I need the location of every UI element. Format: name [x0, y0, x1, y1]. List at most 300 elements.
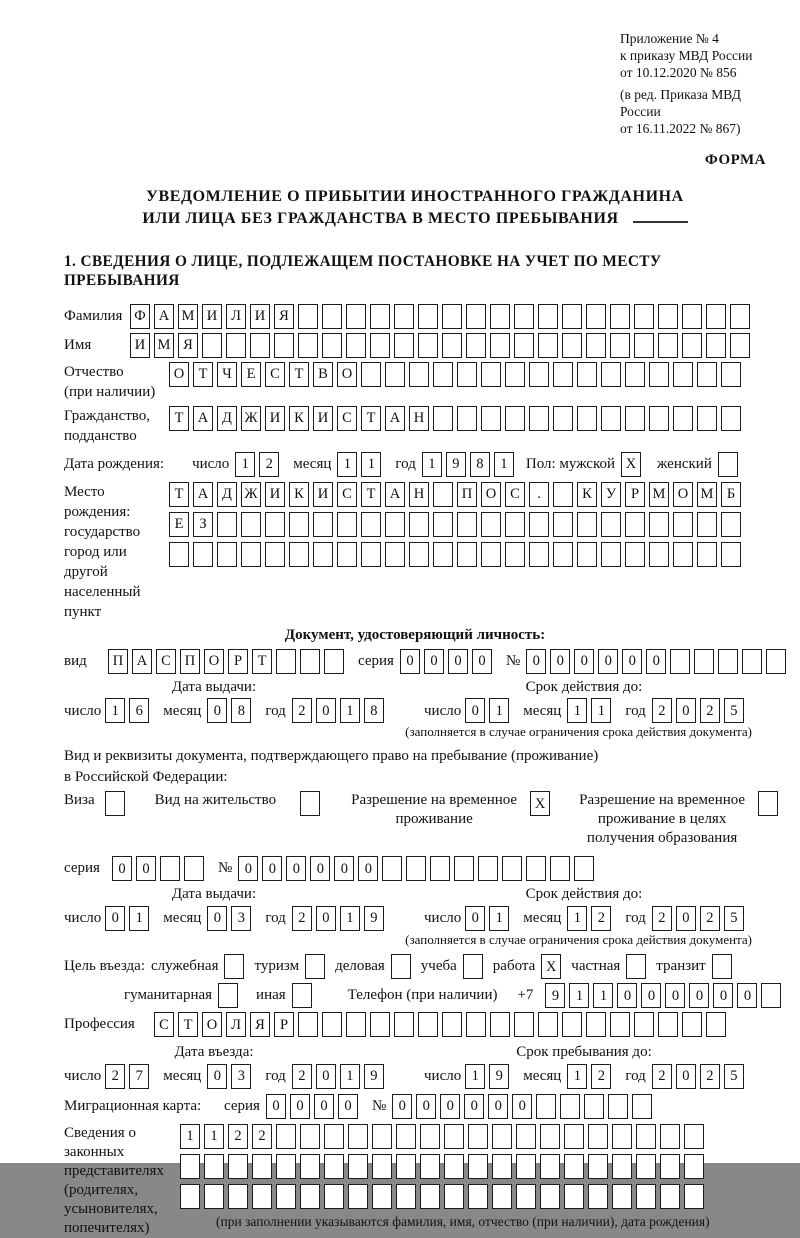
- birth-place-label-line3: город или другой: [64, 543, 127, 580]
- form-cell-empty: [457, 362, 477, 387]
- form-cell-empty: [466, 304, 486, 329]
- day-cells: [465, 698, 513, 723]
- residence-permit-label: Вид на жительство: [154, 792, 277, 809]
- form-cell-empty: [457, 406, 477, 431]
- form-cell-empty: [516, 1184, 536, 1209]
- form-cell-filled: 1: [340, 698, 360, 723]
- day-cells: [105, 1064, 153, 1089]
- form-cell-empty: [682, 333, 702, 358]
- form-cell-empty: [433, 542, 453, 567]
- form-cell-filled: О: [481, 482, 501, 507]
- form-cell-filled: Д: [217, 406, 237, 431]
- entry-date-group: [64, 1064, 424, 1089]
- form-cell-empty: [274, 333, 294, 358]
- mc-number-cells: [392, 1094, 656, 1119]
- form-cell-filled: 1: [422, 452, 442, 477]
- patronymic-cells: [169, 362, 745, 387]
- form-cell-empty: [612, 1154, 632, 1179]
- form-cell-empty: [577, 406, 597, 431]
- form-cell-empty: [658, 333, 678, 358]
- form-cell-filled: А: [193, 482, 213, 507]
- form-cell-filled: И: [313, 482, 333, 507]
- form-cell-empty: [502, 856, 522, 881]
- form-cell-empty: [721, 542, 741, 567]
- form-cell-empty: [697, 542, 717, 567]
- year-label: год: [625, 910, 646, 927]
- form-cell-filled: 1: [337, 452, 357, 477]
- purpose-other-label: иная: [256, 987, 286, 1004]
- form-cell-empty: [478, 856, 498, 881]
- form-cell-filled: 1: [567, 698, 587, 723]
- form-cell-empty: [433, 406, 453, 431]
- form-cell-empty: [529, 406, 549, 431]
- form-cell-filled: 0: [689, 983, 709, 1008]
- patronymic-row: [64, 362, 766, 402]
- form-cell-empty: [608, 1094, 628, 1119]
- form-cell-empty: [584, 1094, 604, 1119]
- form-cell-filled: Л: [226, 304, 246, 329]
- form-cell-filled: С: [154, 1012, 174, 1037]
- form-cell-empty: [601, 542, 621, 567]
- birth-place-label-line2: государство: [64, 523, 141, 540]
- form-cell-filled: 1: [567, 1064, 587, 1089]
- doc-number-cells: [526, 649, 790, 674]
- form-cell-empty: [276, 1184, 296, 1209]
- form-cell-empty: [396, 1184, 416, 1209]
- form-cell-empty: [601, 362, 621, 387]
- form-cell-filled: И: [265, 406, 285, 431]
- purpose-official-label: служебная: [150, 958, 219, 975]
- form-cell-empty: [588, 1154, 608, 1179]
- birth-year-label: год: [395, 456, 416, 473]
- form-cell-empty: [658, 304, 678, 329]
- form-cell-empty: [442, 333, 462, 358]
- form-cell-filled: 0: [290, 1094, 310, 1119]
- migration-card-label: Миграционная карта:: [64, 1098, 202, 1115]
- profession-cells: [154, 1012, 730, 1037]
- form-cell-filled: 0: [448, 649, 468, 674]
- mc-series-label: серия: [224, 1098, 260, 1115]
- form-cell-filled: 1: [569, 983, 589, 1008]
- stay-doc-dates: [64, 885, 766, 931]
- form-cell-empty: [634, 304, 654, 329]
- surname-cells: [130, 304, 754, 329]
- form-cell-empty: [538, 1012, 558, 1037]
- form-cell-filled: 1: [204, 1124, 224, 1149]
- form-cell-empty: [241, 512, 261, 537]
- form-cell-filled: 9: [545, 983, 565, 1008]
- form-cell-filled: М: [697, 482, 717, 507]
- form-cell-empty: [553, 512, 573, 537]
- form-cell-filled: 0: [392, 1094, 412, 1119]
- form-cell-empty: [322, 304, 342, 329]
- expiry-date-group: [424, 906, 766, 931]
- form-cell-empty: [409, 362, 429, 387]
- form-cell-empty: [538, 304, 558, 329]
- form-cell-empty: [673, 406, 693, 431]
- form-cell-empty: [505, 362, 525, 387]
- form-cell-empty: [670, 649, 690, 674]
- form-cell-empty: [382, 856, 402, 881]
- form-cell-empty: [586, 333, 606, 358]
- form-cell-filled: 1: [361, 452, 381, 477]
- purpose-study-label: учеба: [420, 958, 457, 975]
- form-cell-empty: [612, 1124, 632, 1149]
- form-cell-filled: В: [313, 362, 333, 387]
- form-cell-empty: [180, 1154, 200, 1179]
- form-cell-empty: [684, 1124, 704, 1149]
- form-cell-empty: [250, 333, 270, 358]
- given-name-cells: [130, 333, 754, 358]
- form-cell-filled: 1: [129, 906, 149, 931]
- form-cell-empty: [361, 512, 381, 537]
- form-cell-empty: [180, 1184, 200, 1209]
- form-cell-empty: [492, 1124, 512, 1149]
- form-cell-filled: 0: [550, 649, 570, 674]
- form-cell-empty: [298, 333, 318, 358]
- form-cell-filled: С: [265, 362, 285, 387]
- form-cell-empty: [481, 406, 501, 431]
- form-cell-empty: [673, 542, 693, 567]
- temp-residence-education-label: Разрешение на временное проживание в целях получения образования: [579, 792, 746, 847]
- purpose-business-checkbox: [391, 954, 415, 979]
- form-cell-filled: 2: [700, 698, 720, 723]
- sex-female-label: женский: [657, 456, 712, 473]
- representatives-row3: [180, 1184, 710, 1209]
- form-cell-empty: [324, 649, 344, 674]
- form-cell-empty: [226, 333, 246, 358]
- form-cell-filled: 8: [364, 698, 384, 723]
- form-cell-filled: 2: [652, 906, 672, 931]
- doc-series-cells: [400, 649, 496, 674]
- form-cell-empty: [529, 542, 549, 567]
- form-cell-filled: 0: [316, 906, 336, 931]
- form-cell-empty: [420, 1184, 440, 1209]
- form-cell-filled: И: [313, 406, 333, 431]
- form-cell-empty: [204, 1184, 224, 1209]
- form-cell-empty: [562, 304, 582, 329]
- form-cell-empty: [481, 362, 501, 387]
- form-cell-empty: [625, 362, 645, 387]
- form-cell-filled: Ж: [241, 482, 261, 507]
- form-cell-empty: [673, 362, 693, 387]
- stay-until-group: [424, 1064, 766, 1089]
- form-cell-empty: [444, 1184, 464, 1209]
- form-cell-filled: 0: [314, 1094, 334, 1119]
- purpose-official-checkbox: [224, 954, 248, 979]
- form-cell-empty: [468, 1154, 488, 1179]
- form-cell-filled: 2: [591, 1064, 611, 1089]
- birth-place-row2: [169, 512, 745, 537]
- form-cell-empty: [492, 1154, 512, 1179]
- purpose-work-label: работа: [492, 958, 536, 975]
- form-cell-empty: [492, 1184, 512, 1209]
- form-cell-empty: [300, 1154, 320, 1179]
- form-cell-empty: [526, 856, 546, 881]
- form-cell-empty: [625, 512, 645, 537]
- temp-residence-education-checkbox: [758, 791, 782, 816]
- birth-place-cells-stack: [169, 482, 745, 572]
- ref-line: от 10.12.2020 № 856: [620, 65, 737, 80]
- form-cell-empty: [718, 649, 738, 674]
- birth-day-cells: [235, 452, 283, 477]
- form-cell-filled: 0: [424, 649, 444, 674]
- purpose-private-checkbox: [626, 954, 650, 979]
- sex-female-checkbox: [718, 452, 742, 477]
- form-cell-filled: А: [385, 406, 405, 431]
- stay-doc-series-row: [64, 856, 766, 881]
- form-cell-empty: [684, 1154, 704, 1179]
- form-cell-empty: [721, 512, 741, 537]
- form-cell-empty: [394, 333, 414, 358]
- purpose-row2: [124, 983, 766, 1008]
- purpose-transit-checkbox: [712, 954, 736, 979]
- form-cell-empty: [490, 1012, 510, 1037]
- form-cell-filled: 9: [364, 1064, 384, 1089]
- form-cell-filled: 2: [292, 698, 312, 723]
- birth-month-cells: [337, 452, 385, 477]
- form-cell-empty: [466, 333, 486, 358]
- section-1-heading: 1. СВЕДЕНИЯ О ЛИЦЕ, ПОДЛЕЖАЩЕМ ПОСТАНОВКЕ НА УЧЕТ ПО МЕСТУ ПРЕБЫВАНИЯ: [64, 252, 662, 289]
- form-cell-filled: 5: [724, 1064, 744, 1089]
- representatives-label-line3: представителях: [64, 1162, 164, 1179]
- form-cell-filled: 1: [489, 698, 509, 723]
- form-cell-empty: [564, 1184, 584, 1209]
- form-cell-filled: 0: [472, 649, 492, 674]
- title-underline: [633, 221, 688, 223]
- form-cell-empty: [322, 1012, 342, 1037]
- form-cell-empty: [694, 649, 714, 674]
- form-cell-filled: 0: [238, 856, 258, 881]
- form-cell-empty: [442, 304, 462, 329]
- form-cell-filled: 2: [652, 1064, 672, 1089]
- form-cell-filled: 1: [591, 698, 611, 723]
- given-name-label: Имя: [64, 337, 92, 354]
- form-cell-empty: [636, 1154, 656, 1179]
- form-cell-filled: 1: [340, 906, 360, 931]
- form-cell-filled: К: [289, 406, 309, 431]
- expiry-note: (заполняется в случае ограничения срока действия документа): [405, 724, 752, 740]
- month-label: месяц: [163, 910, 202, 927]
- form-cell-filled: 0: [713, 983, 733, 1008]
- form-cell-filled: Т: [252, 649, 272, 674]
- form-cell-filled: Т: [289, 362, 309, 387]
- form-cell-empty: [588, 1184, 608, 1209]
- form-cell-empty: [742, 649, 762, 674]
- day-cells: [105, 906, 153, 931]
- form-cell-empty: [298, 1012, 318, 1037]
- form-cell-empty: [560, 1094, 580, 1119]
- form-cell-empty: [514, 304, 534, 329]
- doc-kind-cells: [108, 649, 348, 674]
- form-cell-empty: [636, 1184, 656, 1209]
- birth-place-label-line4: населенный пункт: [64, 583, 141, 620]
- year-label: год: [625, 702, 646, 719]
- form-cell-filled: О: [204, 649, 224, 674]
- form-cell-empty: [540, 1124, 560, 1149]
- patronymic-label: [64, 362, 169, 402]
- form-cell-empty: [305, 954, 325, 979]
- month-cells: [567, 1064, 615, 1089]
- birth-place-label-line1: Место рождения:: [64, 483, 131, 520]
- purpose-study-checkbox: [463, 954, 487, 979]
- form-cell-empty: [313, 512, 333, 537]
- representatives-label-line4: (родителях,: [64, 1181, 139, 1198]
- form-cell-empty: [394, 304, 414, 329]
- form-cell-filled: 0: [316, 698, 336, 723]
- form-cell-empty: [370, 1012, 390, 1037]
- phone-cells: [545, 983, 785, 1008]
- month-cells: [207, 1064, 255, 1089]
- day-label: число: [424, 1068, 462, 1085]
- purpose-business-label: деловая: [335, 958, 385, 975]
- form-cell-filled: Р: [625, 482, 645, 507]
- form-cell-empty: [361, 362, 381, 387]
- form-cell-filled: 5: [724, 698, 744, 723]
- form-cell-empty: [658, 1012, 678, 1037]
- purpose-tourism-label: туризм: [254, 958, 300, 975]
- form-cell-filled: 1: [593, 983, 613, 1008]
- purpose-humanitarian-label: гуманитарная: [124, 987, 213, 1004]
- form-cell-filled: 9: [364, 906, 384, 931]
- year-cells: [292, 1064, 388, 1089]
- form-cell-empty: [204, 1154, 224, 1179]
- form-cell-filled: Ж: [241, 406, 261, 431]
- form-cell-filled: 0: [358, 856, 378, 881]
- form-cell-empty: [761, 983, 781, 1008]
- form-cell-filled: 0: [617, 983, 637, 1008]
- form-cell-empty: [516, 1154, 536, 1179]
- form-cell-empty: [430, 856, 450, 881]
- stay-series-cells: [112, 856, 208, 881]
- form-cell-empty: [649, 362, 669, 387]
- form-cell-empty: [505, 542, 525, 567]
- form-cell-empty: [706, 1012, 726, 1037]
- form-cell-empty: [300, 649, 320, 674]
- form-title: [64, 186, 766, 230]
- form-cell-empty: [105, 791, 125, 816]
- citizenship-row: [64, 406, 766, 446]
- form-cell-empty: [228, 1184, 248, 1209]
- citizenship-label-line2: подданство: [64, 427, 137, 444]
- form-cell-empty: [385, 362, 405, 387]
- form-cell-empty: [625, 542, 645, 567]
- form-cell-empty: [228, 1154, 248, 1179]
- form-cell-empty: [730, 333, 750, 358]
- form-cell-filled: 2: [292, 906, 312, 931]
- form-cell-filled: М: [649, 482, 669, 507]
- form-cell-empty: [706, 333, 726, 358]
- form-cell-filled: Е: [241, 362, 261, 387]
- form-cell-empty: [300, 1184, 320, 1209]
- form-cell-empty: [505, 512, 525, 537]
- form-cell-filled: О: [673, 482, 693, 507]
- form-cell-filled: 0: [646, 649, 666, 674]
- birth-place-row3: [169, 542, 745, 567]
- form-cell-empty: [169, 542, 189, 567]
- mc-series-cells: [266, 1094, 362, 1119]
- form-cell-empty: [370, 304, 390, 329]
- form-cell-filled: 7: [129, 1064, 149, 1089]
- month-cells: [207, 906, 255, 931]
- form-cell-empty: [634, 333, 654, 358]
- form-cell-filled: Ч: [217, 362, 237, 387]
- form-cell-filled: 9: [489, 1064, 509, 1089]
- form-cell-empty: [490, 333, 510, 358]
- form-cell-empty: [217, 542, 237, 567]
- purpose-humanitarian-checkbox: [218, 983, 242, 1008]
- reference-block: [620, 30, 766, 137]
- entry-dates: [64, 1043, 766, 1089]
- birth-date-row: [64, 452, 766, 477]
- form-cell-empty: [348, 1184, 368, 1209]
- form-cell-empty: [562, 1012, 582, 1037]
- birth-place-block: [64, 482, 766, 622]
- patronymic-label-line2: (при наличии): [64, 383, 156, 400]
- form-cell-empty: [481, 542, 501, 567]
- form-cell-empty: [466, 1012, 486, 1037]
- ref-line: (в ред. Приказа МВД России: [620, 87, 741, 119]
- form-cell-filled: 0: [266, 1094, 286, 1119]
- form-cell-empty: [601, 512, 621, 537]
- form-cell-filled: 1: [489, 906, 509, 931]
- form-cell-filled: 0: [334, 856, 354, 881]
- form-cell-filled: И: [265, 482, 285, 507]
- form-cell-empty: [577, 362, 597, 387]
- ref-line: от 16.11.2022 № 867): [620, 121, 741, 136]
- form-cell-filled: К: [577, 482, 597, 507]
- form-cell-empty: [682, 304, 702, 329]
- form-cell-filled: Т: [169, 406, 189, 431]
- form-cell-filled: 0: [526, 649, 546, 674]
- form-cell-filled: 0: [207, 698, 227, 723]
- form-cell-empty: [660, 1154, 680, 1179]
- form-cell-empty: [553, 542, 573, 567]
- form-cell-empty: [372, 1184, 392, 1209]
- form-cell-filled: Р: [228, 649, 248, 674]
- form-cell-empty: [324, 1154, 344, 1179]
- form-cell-filled: 0: [665, 983, 685, 1008]
- form-cell-empty: [468, 1124, 488, 1149]
- form-cell-filled: 0: [316, 1064, 336, 1089]
- form-cell-empty: [442, 1012, 462, 1037]
- form-cell-filled: Я: [250, 1012, 270, 1037]
- form-cell-filled: 1: [567, 906, 587, 931]
- form-cell-filled: Т: [193, 362, 213, 387]
- form-cell-empty: [540, 1154, 560, 1179]
- temp-residence-checkbox: [530, 791, 554, 816]
- form-cell-filled: 0: [400, 649, 420, 674]
- form-cell-empty: [420, 1154, 440, 1179]
- form-cell-empty: [634, 1012, 654, 1037]
- birth-day-label: число: [192, 456, 230, 473]
- day-cells: [465, 906, 513, 931]
- entry-date-heading: Дата въезда:: [174, 1044, 254, 1061]
- visa-checkbox: [105, 791, 129, 816]
- sex-male-checkbox: [621, 452, 645, 477]
- representatives-label-line6: попечителях): [64, 1219, 150, 1236]
- form-cell-empty: [337, 542, 357, 567]
- form-cell-empty: [406, 856, 426, 881]
- month-label: месяц: [523, 910, 562, 927]
- form-cell-empty: [444, 1154, 464, 1179]
- form-cell-empty: [586, 1012, 606, 1037]
- form-cell-empty: [588, 1124, 608, 1149]
- purpose-transit-label: транзит: [656, 958, 706, 975]
- form-cell-filled: 0: [465, 698, 485, 723]
- form-cell-filled: 2: [652, 698, 672, 723]
- month-cells: [567, 906, 615, 931]
